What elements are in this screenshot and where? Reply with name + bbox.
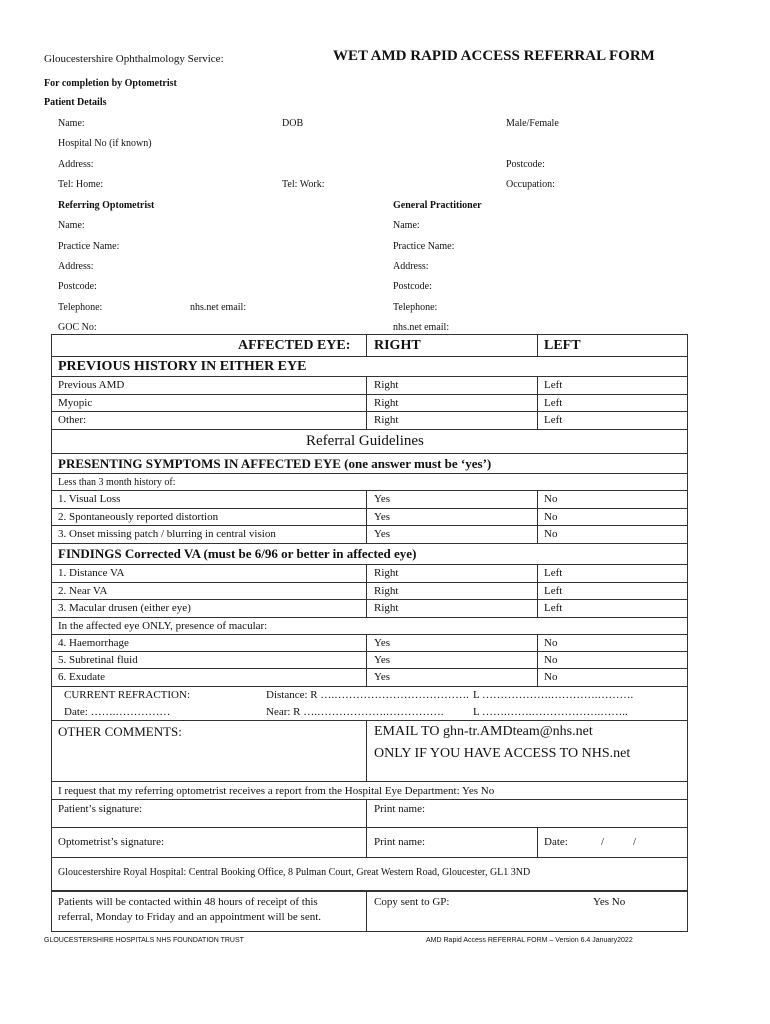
trust-footer: GLOUCESTERSHIRE HOSPITALS NHS FOUNDATION TRUST bbox=[44, 937, 244, 944]
contact-note-line2: referral, Monday to Friday and an appointment will be sent. bbox=[58, 911, 322, 923]
report-request: I request that my referring optometrist receives a report from the Hospital Eye Department: Yes No bbox=[58, 785, 495, 797]
optom-name-label: Name: bbox=[58, 220, 85, 231]
symptom-yes[interactable]: Yes bbox=[374, 493, 391, 505]
sex-label: Male/Female bbox=[506, 118, 559, 129]
optom-email-label: nhs.net email: bbox=[190, 302, 247, 313]
patient-signature-label: Patient’s signature: bbox=[58, 803, 143, 815]
macular-yes[interactable]: Yes bbox=[374, 671, 391, 683]
finding-right[interactable]: Right bbox=[374, 567, 399, 579]
email-instruction: EMAIL TO ghn-tr.AMDteam@nhs.net bbox=[374, 724, 593, 739]
symptom-label: 3. Onset missing patch / blurring in central vision bbox=[58, 528, 276, 540]
gp-name-label: Name: bbox=[393, 220, 420, 231]
date-separator: / bbox=[601, 836, 605, 848]
macular-yes[interactable]: Yes bbox=[374, 637, 391, 649]
history-left[interactable]: Left bbox=[544, 414, 563, 426]
macular-no[interactable]: No bbox=[544, 654, 558, 666]
booking-office-address: Gloucestershire Royal Hospital: Central Booking Office, 8 Pulman Court, Great Western Road, Gloucester, GL1 3ND bbox=[58, 867, 531, 878]
patient-postcode-label: Postcode: bbox=[506, 159, 545, 170]
finding-left[interactable]: Left bbox=[544, 567, 563, 579]
symptoms-heading: PRESENTING SYMPTOMS IN AFFECTED EYE (one answer must be ‘yes’) bbox=[58, 456, 492, 471]
optometrist-print-name-label: Print name: bbox=[374, 836, 426, 848]
other-comments-label: OTHER COMMENTS: bbox=[58, 724, 182, 739]
hospital-no-label: Hospital No (if known) bbox=[58, 138, 152, 149]
optometrist-signature-label: Optometrist’s signature: bbox=[58, 836, 165, 848]
dob-label: DOB bbox=[282, 118, 304, 129]
history-right[interactable]: Right bbox=[374, 397, 399, 409]
date-separator: / bbox=[633, 836, 637, 848]
patient-name-label: Name: bbox=[58, 118, 85, 129]
optom-practice-label: Practice Name: bbox=[58, 241, 120, 252]
service-name: Gloucestershire Ophthalmology Service: bbox=[44, 53, 224, 65]
refraction-distance-right[interactable]: Distance: R ….………………………………. bbox=[266, 689, 469, 701]
macular-label: 5. Subretinal fluid bbox=[58, 654, 138, 666]
patient-details-heading: Patient Details bbox=[44, 97, 107, 108]
gp-heading: General Practitioner bbox=[393, 200, 482, 211]
finding-label: 3. Macular drusen (either eye) bbox=[58, 602, 191, 614]
finding-left[interactable]: Left bbox=[544, 602, 563, 614]
optometrist-heading: Referring Optometrist bbox=[58, 200, 155, 211]
left-column-header: LEFT bbox=[544, 338, 581, 353]
affected-eye-label: AFFECTED EYE: bbox=[238, 338, 351, 353]
finding-right[interactable]: Right bbox=[374, 585, 399, 597]
symptom-no[interactable]: No bbox=[544, 528, 558, 540]
finding-label: 2. Near VA bbox=[58, 585, 108, 597]
symptom-yes[interactable]: Yes bbox=[374, 511, 391, 523]
symptom-label: 2. Spontaneously reported distortion bbox=[58, 511, 219, 523]
version-footer: AMD Rapid Access REFERRAL FORM – Version 6.4 January2022 bbox=[426, 937, 633, 944]
previous-history-heading: PREVIOUS HISTORY IN EITHER EYE bbox=[58, 359, 307, 374]
copy-to-gp-options[interactable]: Yes No bbox=[593, 896, 626, 908]
macular-label: 4. Haemorrhage bbox=[58, 637, 129, 649]
form-title: WET AMD RAPID ACCESS REFERRAL FORM bbox=[333, 48, 655, 64]
optom-telephone-label: Telephone: bbox=[58, 302, 103, 313]
history-left[interactable]: Left bbox=[544, 397, 563, 409]
macular-note: In the affected eye ONLY, presence of macular: bbox=[58, 620, 268, 632]
macular-no[interactable]: No bbox=[544, 637, 558, 649]
finding-left[interactable]: Left bbox=[544, 585, 563, 597]
finding-right[interactable]: Right bbox=[374, 602, 399, 614]
tel-home-label: Tel: Home: bbox=[58, 179, 104, 190]
gp-practice-label: Practice Name: bbox=[393, 241, 455, 252]
macular-no[interactable]: No bbox=[544, 671, 558, 683]
occupation-label: Occupation: bbox=[506, 179, 555, 190]
findings-heading: FINDINGS Corrected VA (must be 6/96 or better in affected eye) bbox=[58, 546, 417, 561]
macular-yes[interactable]: Yes bbox=[374, 654, 391, 666]
refraction-near-left[interactable]: L …….…….……………….…….. bbox=[473, 706, 628, 718]
macular-label: 6. Exudate bbox=[58, 671, 106, 683]
goc-no-label: GOC No: bbox=[58, 322, 97, 333]
history-label: Myopic bbox=[58, 397, 93, 409]
gp-address-label: Address: bbox=[393, 261, 429, 272]
symptom-label: 1. Visual Loss bbox=[58, 493, 121, 505]
history-right[interactable]: Right bbox=[374, 414, 399, 426]
refraction-distance-left[interactable]: L ……………….………….………. bbox=[473, 689, 634, 701]
refraction-label: CURRENT REFRACTION: bbox=[64, 689, 191, 701]
patient-address-label: Address: bbox=[58, 159, 94, 170]
contact-note-line1: Patients will be contacted within 48 hours of receipt of this bbox=[58, 896, 318, 908]
right-column-header: RIGHT bbox=[374, 338, 421, 353]
symptoms-note: Less than 3 month history of: bbox=[58, 477, 176, 488]
gp-postcode-label: Postcode: bbox=[393, 281, 432, 292]
copy-to-gp-label: Copy sent to GP: bbox=[374, 896, 450, 908]
gp-email-label: nhs.net email: bbox=[393, 322, 450, 333]
date-label: Date: bbox=[544, 836, 568, 848]
history-right[interactable]: Right bbox=[374, 379, 399, 391]
tel-work-label: Tel: Work: bbox=[282, 179, 325, 190]
completion-note: For completion by Optometrist bbox=[44, 78, 177, 89]
history-left[interactable]: Left bbox=[544, 379, 563, 391]
history-label: Other: bbox=[58, 414, 87, 426]
history-label: Previous AMD bbox=[58, 379, 125, 391]
optom-address-label: Address: bbox=[58, 261, 94, 272]
refraction-near-right[interactable]: Near: R ….……………….……………. bbox=[266, 706, 444, 718]
symptom-yes[interactable]: Yes bbox=[374, 528, 391, 540]
gp-telephone-label: Telephone: bbox=[393, 302, 438, 313]
referral-guidelines-heading: Referral Guidelines bbox=[306, 433, 424, 449]
optom-postcode-label: Postcode: bbox=[58, 281, 97, 292]
finding-label: 1. Distance VA bbox=[58, 567, 125, 579]
refraction-date[interactable]: Date: …….…………… bbox=[64, 706, 171, 718]
symptom-no[interactable]: No bbox=[544, 493, 558, 505]
patient-print-name-label: Print name: bbox=[374, 803, 426, 815]
symptom-no[interactable]: No bbox=[544, 511, 558, 523]
nhs-net-instruction: ONLY IF YOU HAVE ACCESS TO NHS.net bbox=[374, 746, 631, 761]
